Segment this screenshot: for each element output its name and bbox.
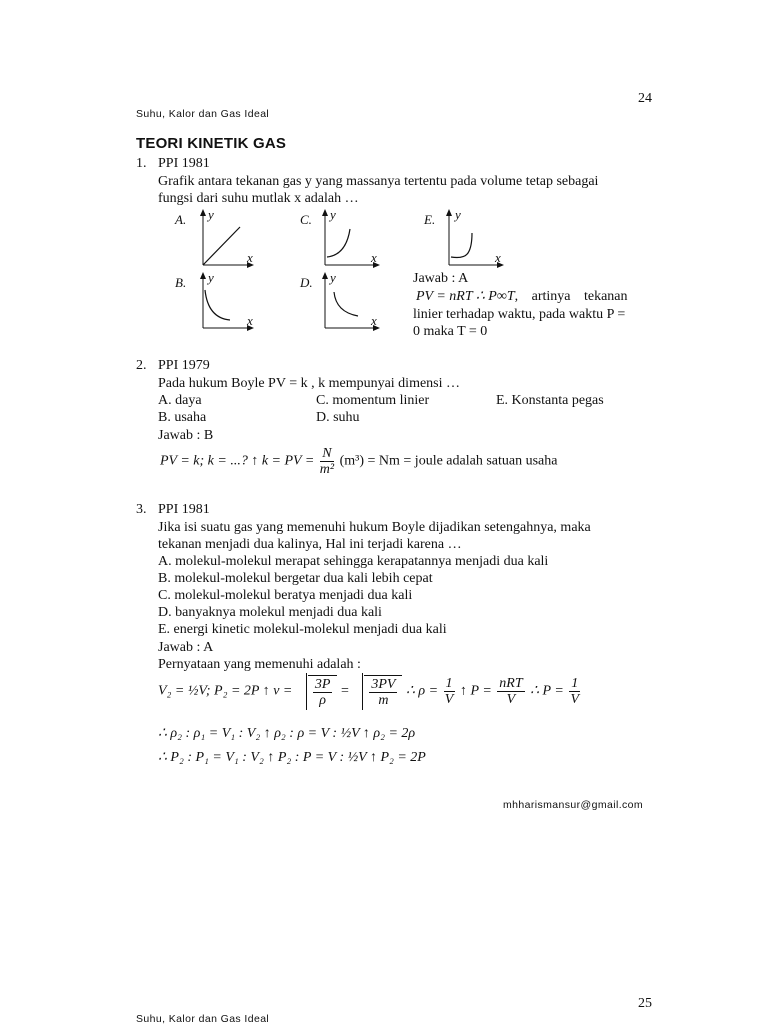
q3-eq1-a: V₂ = ½V; P₂ = 2P ↑ v = — [158, 683, 293, 699]
q3-option-a: A. molekul-molekul merapat sehingga kerapatannya menjadi dua kali — [158, 554, 549, 569]
running-header: Suhu, Kalor dan Gas Ideal — [136, 108, 270, 120]
q1-source: PPI 1981 — [158, 156, 210, 171]
q1-text-line1: Grafik antara tekanan gas y yang massanya tertentu pada volume tetap sebagai — [158, 174, 599, 189]
graph-d-y-label: y — [330, 270, 336, 285]
graph-c-label: C. — [300, 212, 312, 227]
q2-eq-right: (m³) = Nm = joule adalah satuan usaha — [339, 453, 558, 469]
q3-eq1-frac2-den: V — [506, 692, 516, 707]
graph-e-label: E. — [424, 212, 436, 227]
q3-options — [158, 553, 548, 638]
q2-option-b: B. usaha — [158, 410, 207, 425]
q3-eq1-sqrt2 — [352, 675, 402, 708]
q2-option-c: C. momentum linier — [316, 393, 430, 408]
q1-answer: Jawab : A — [413, 271, 469, 286]
q3-eq1-eq: = — [340, 683, 349, 699]
q3-eq1-c: ↑ P = — [460, 683, 492, 699]
q2-eq-num: N — [320, 446, 334, 462]
q1-text-line2: fungsi dari suhu mutlak x adalah … — [158, 191, 359, 206]
q3-eq1-frac1-den: V — [444, 692, 454, 707]
next-page-header: Suhu, Kalor dan Gas Ideal — [136, 1013, 270, 1025]
q3-option-e: E. energi kinetic molekul-molekul menjadi dua kali — [158, 622, 447, 637]
q1-expl-rest: , artinya tekanan — [514, 289, 628, 304]
q3-eq1-frac2-num: nRT — [499, 676, 523, 691]
q1-expl-eq: PV = nRT ∴ P∞T — [416, 289, 515, 304]
graph-d-label: D. — [300, 275, 313, 290]
q3-eq1-sqrt2-num: 3PV — [371, 677, 396, 692]
graph-a-label: A. — [175, 212, 187, 227]
q3-eq1-sqrt1-den: ρ — [319, 693, 327, 708]
q3-eq1-sqrt1 — [296, 675, 338, 708]
page-number: 24 — [638, 91, 652, 106]
graph-a-y-label: y — [208, 207, 214, 222]
q3-text-line1: Jika isi suatu gas yang memenuhi hukum Boyle dijadikan setengahnya, maka — [158, 520, 591, 535]
q1-expl-line2: linier terhadap waktu, pada waktu P = — [413, 307, 626, 322]
graph-a-x-label: x — [247, 250, 253, 265]
q3-answer: Jawab : A — [158, 640, 214, 655]
q3-option-b: B. molekul-molekul bergetar dua kali lebih cepat — [158, 571, 433, 586]
q3-eq1-sqrt2-den: m — [378, 693, 389, 708]
q2-source: PPI 1979 — [158, 358, 210, 373]
graph-e-y-label: y — [455, 207, 461, 222]
q2-text: Pada hukum Boyle PV = k , k mempunyai dimensi … — [158, 376, 461, 391]
author-email: mhharismansur@gmail.com — [503, 799, 644, 811]
q3-source: PPI 1981 — [158, 502, 210, 517]
graph-b-y-label: y — [208, 270, 214, 285]
q3-number: 3. — [136, 502, 147, 517]
q3-eq1-sqrt1-num: 3P — [314, 677, 331, 692]
q3-option-d: D. banyaknya molekul menjadi dua kali — [158, 605, 382, 620]
graph-d-x-label: x — [371, 313, 377, 328]
q2-answer: Jawab : B — [158, 428, 214, 443]
q2-number: 2. — [136, 358, 147, 373]
next-page-number: 25 — [638, 996, 652, 1011]
q3-equation-2: ∴ ρ₂ : ρ₁ = V₁ : V₂ ↑ ρ₂ : ρ = V : ½V ↑ ρ₂ = 2ρ — [158, 726, 416, 741]
graph-c-x-label: x — [371, 250, 377, 265]
q3-eq1-frac3 — [569, 676, 580, 707]
graph-c-y-label: y — [330, 207, 336, 222]
q2-eq-fraction — [320, 446, 334, 477]
graph-b-x-label: x — [247, 313, 253, 328]
q2-equation — [160, 446, 557, 477]
q3-equation-3: ∴ P₂ : P₁ = V₁ : V₂ ↑ P₂ : P = V : ½V ↑ P₂ = 2P — [158, 750, 426, 765]
q3-statement: Pernyataan yang memenuhi adalah : — [158, 657, 361, 672]
graph-e-x-label: x — [495, 250, 501, 265]
q3-eq1-frac3-den: V — [570, 692, 580, 707]
q2-option-a: A. daya — [158, 393, 202, 408]
section-title: TEORI KINETIK GAS — [136, 135, 287, 152]
q2-eq-left: PV = k; k = ...? ↑ k = PV = — [160, 453, 315, 469]
q3-eq1-b: ∴ ρ = — [405, 683, 439, 699]
q3-eq1-frac1-num: 1 — [445, 676, 453, 691]
q3-eq1-frac1 — [444, 676, 455, 707]
q2-option-e: E. Konstanta pegas — [496, 393, 604, 408]
q3-eq1-frac2 — [497, 676, 524, 707]
q2-option-d: D. suhu — [316, 410, 360, 425]
q3-eq1-d: ∴ P = — [530, 683, 564, 699]
graph-b-label: B. — [175, 275, 187, 290]
q3-option-c: C. molekul-molekul beratya menjadi dua kali — [158, 588, 413, 603]
q2-eq-den: m² — [319, 462, 335, 477]
q1-expl-line1 — [416, 288, 628, 305]
q1-expl-line3: 0 maka T = 0 — [413, 324, 488, 339]
q3-equation-1 — [158, 675, 582, 708]
q3-text-line2: tekanan menjadi dua kalinya, Hal ini terjadi karena … — [158, 537, 462, 552]
q1-number: 1. — [136, 156, 147, 171]
q3-eq1-frac3-num: 1 — [571, 676, 579, 691]
